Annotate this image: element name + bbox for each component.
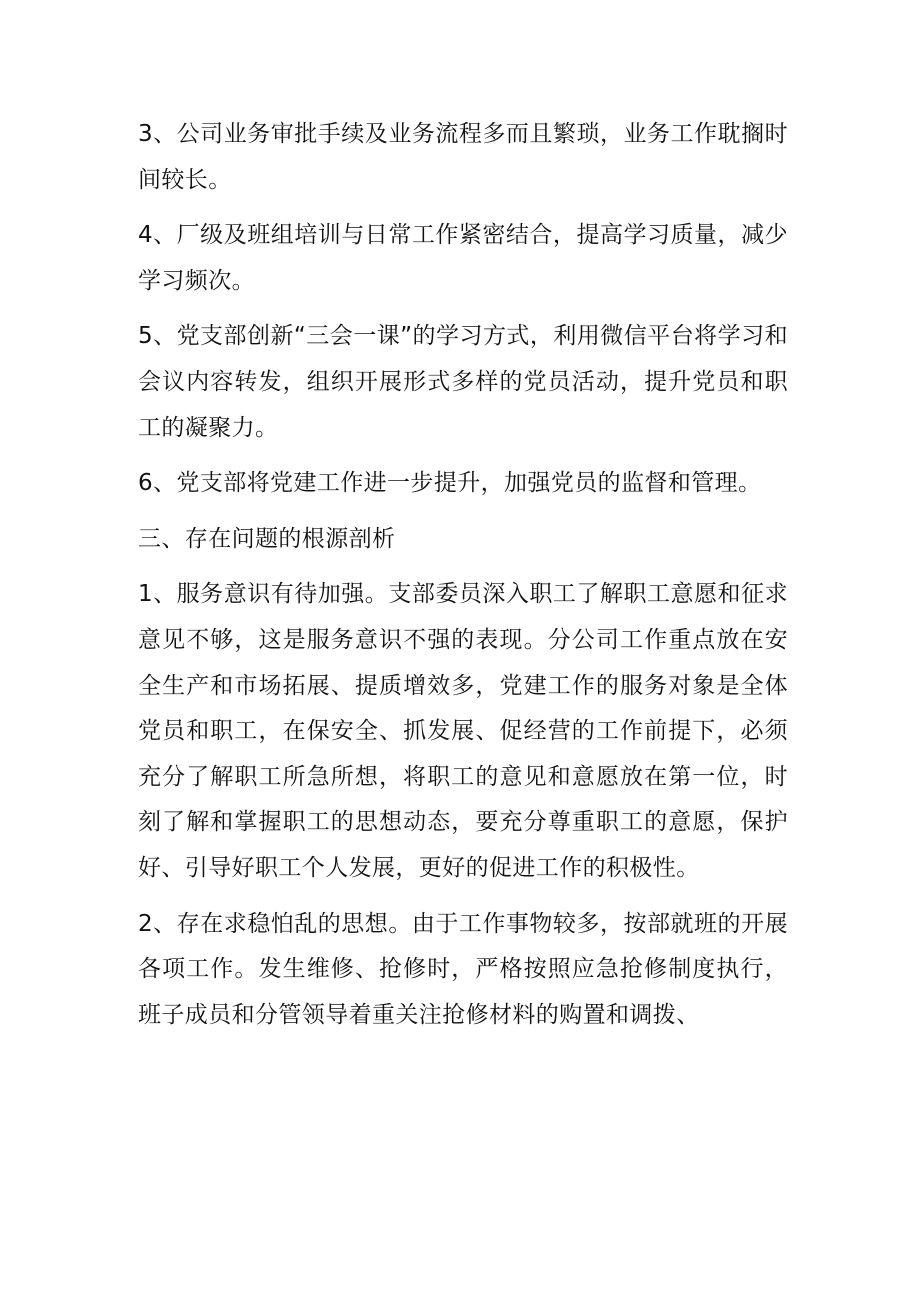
paragraph-item-3: 3、公司业务审批手续及业务流程多而且繁琐，业务工作耽搁时间较长。	[138, 121, 788, 193]
section-heading: 三、存在问题的根源剖析	[138, 525, 396, 552]
paragraph-item-6: 6、党支部将党建工作进一步提升，加强党员的监督和管理。	[138, 470, 762, 497]
paragraph-root-cause-1: 1、服务意识有待加强。支部委员深入职工了解职工意愿和征求意见不够，这是服务意识不强的表现。分公司工作重点放在安全生产和市场拓展、提质增效多，党建工作的服务对象是全体党员和职工，在保安全、抓发展、促经营的工作前提下，必须充分了解职工所急所想，将职工的意见和意愿放在第一位，时刻了解和掌握职工的思想动态，要充分尊重职工的意愿，保护好、引导好职工个人发展，更好的促进工作的积极性。	[138, 581, 788, 881]
paragraph-root-cause-2: 2、存在求稳怕乱的思想。由于工作事物较多，按部就班的开展各项工作。发生维修、抢修时，严格按照应急抢修制度执行，班子成员和分管领导着重关注抢修材料的购置和调拨、	[138, 910, 788, 1028]
paragraph-item-5: 5、党支部创新“三会一课”的学习方式，利用微信平台将学习和会议内容转发，组织开展形式多样的党员活动，提升党员和职工的凝聚力。	[138, 323, 788, 441]
paragraph-item-4: 4、厂级及班组培训与日常工作紧密结合，提高学习质量，减少学习频次。	[138, 222, 788, 294]
document-body	[138, 112, 788, 1048]
